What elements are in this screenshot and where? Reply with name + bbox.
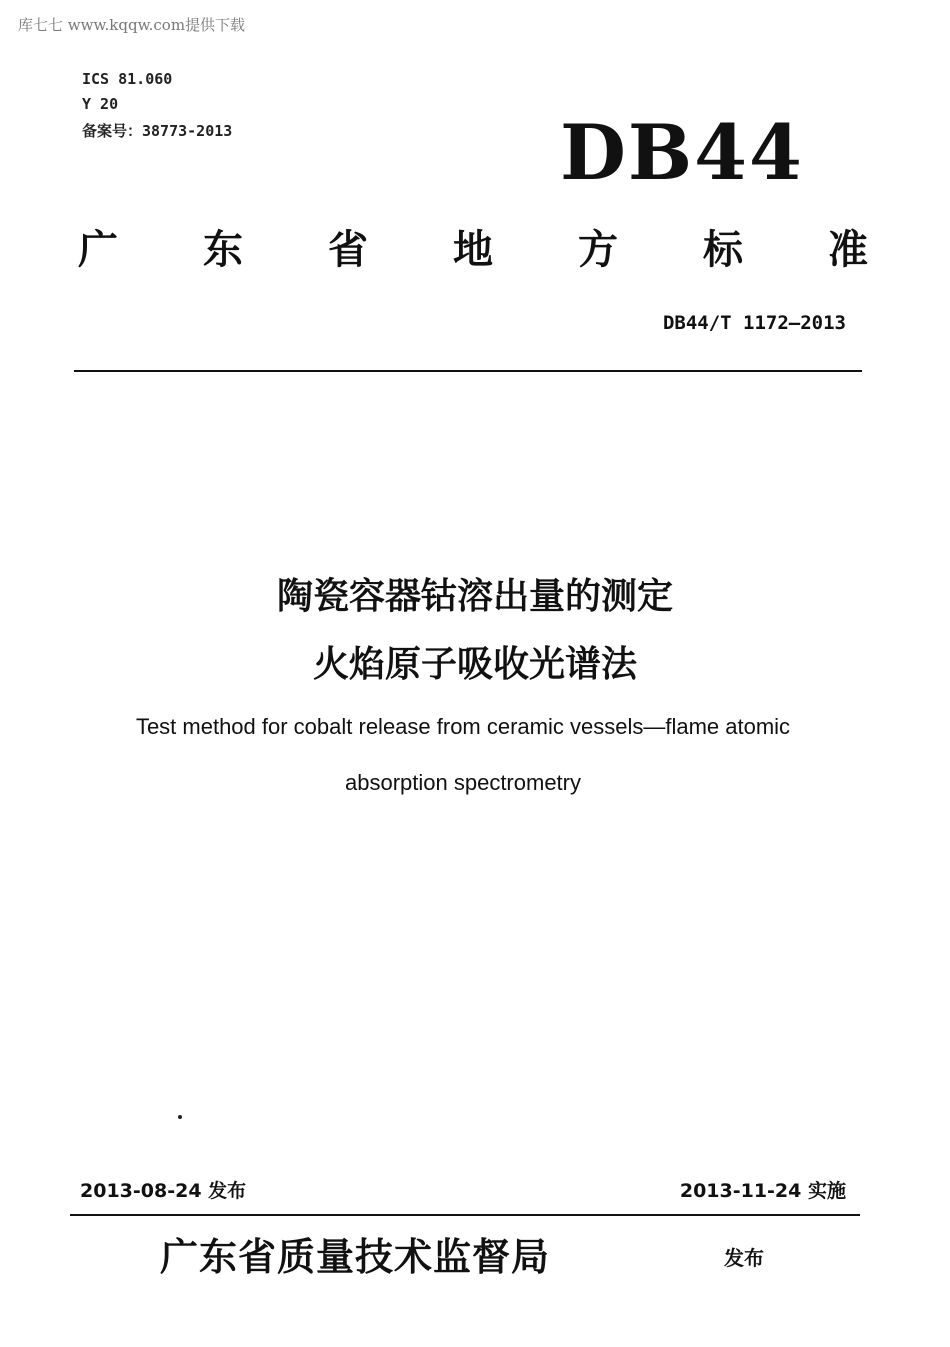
header-divider [74,370,862,372]
implement-date: 2013-11-24 实施 [679,1180,846,1202]
publish-date: 2013-08-24 发布 [80,1180,247,1202]
standard-number: DB44/T 1172—2013 [662,312,846,334]
watermark-text: 库七七 www.kqqw.com提供下载 [18,16,246,34]
standard-type-char: 地 [453,227,493,273]
standard-type-char: 广 [78,227,118,273]
record-number: 备案号：38773-2013 [82,122,233,140]
issue-label: 发布 [724,1246,764,1270]
chinese-title-line-2: 火焰原子吸收光谱法 [312,644,637,685]
standard-type-char: 标 [703,227,743,273]
standard-type-char: 省 [328,227,368,273]
standard-type-title [78,218,868,275]
issuing-authority: 广东省质量技术监督局 [160,1234,551,1279]
english-title-line-2: absorption spectrometry [345,770,581,795]
chinese-title-line-1: 陶瓷容器钴溶出量的测定 [276,576,673,617]
standard-type-char: 东 [203,227,243,273]
english-title-line-1: Test method for cobalt release from ceramic vessels—flame atomic [135,714,791,739]
footer-divider [70,1214,860,1216]
ics-code: ICS 81.060 [82,70,173,88]
classification-code: Y 20 [82,95,119,113]
standard-code-logo: DB44 [560,108,804,197]
standard-type-char: 准 [828,227,868,273]
standard-type-char: 方 [578,227,618,273]
scan-speck [178,1115,182,1119]
